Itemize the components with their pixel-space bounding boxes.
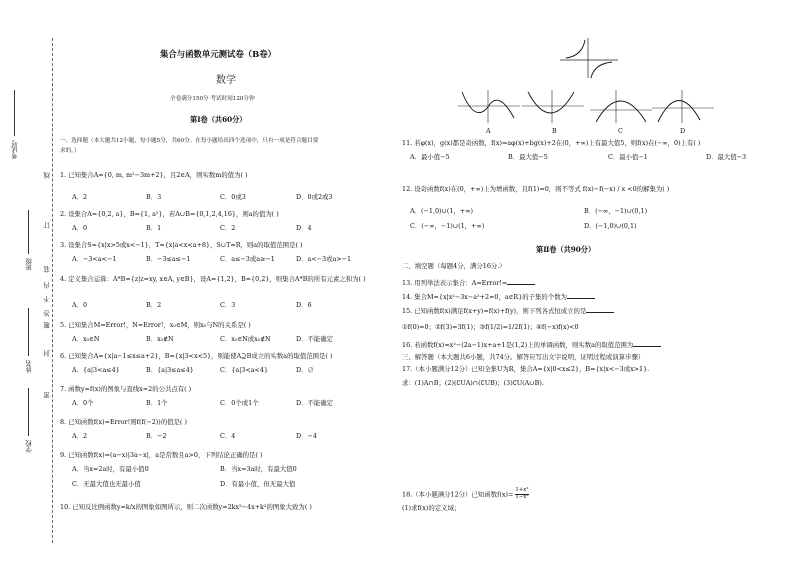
option[interactable]: B．−3≤a≤−1 (146, 255, 191, 263)
graph-label-c: C (618, 127, 623, 135)
name-label: 姓名 (25, 360, 33, 373)
question-15-options: ①f(0)=0；②f(3)=3f(1)；③f(1/2)=1/2f(1)；④f(−x)f(x)<0 (402, 323, 579, 331)
option[interactable]: D．有最小值，但无最大值 (220, 480, 296, 488)
question-stem: 1. 已知集合A={0, m, m²−3m+2}，且2∈A，则实数m的值为( ) (60, 171, 248, 179)
option[interactable]: D．最大值−3 (706, 153, 747, 161)
seal-char: 内 (43, 282, 51, 289)
option[interactable]: C．(−∞，−1)∪(1，+∞) (410, 222, 485, 230)
option[interactable]: D．(−1,0)∪(0,1) (584, 222, 637, 230)
question-16: 16. 若函数f(x)=x²−(2a−1)x+a+1是(1,2)上的单调函数，则实数a的取值范围为 (402, 340, 661, 348)
question-17-ask: 求：(1)A∩B；(2)(∁UA)∩(∁UB)；(3)∁U(A∪B). (402, 379, 544, 387)
option[interactable]: B．1个 (146, 399, 168, 407)
paper-title: 集合与函数单元测试卷（B卷） (160, 49, 276, 59)
graph-option-a (458, 90, 522, 124)
question-15: 15. 已知函数f(x)满足f(x+y)=f(x)+f(y)，则下列各式恒成立的是 (402, 306, 614, 314)
school-field[interactable] (28, 388, 29, 436)
part2-heading: 第Ⅱ卷（共90分） (536, 245, 596, 254)
option[interactable]: C．{a|3<a<4} (220, 366, 269, 374)
option[interactable]: A．−3<a<−1 (72, 255, 117, 263)
option[interactable]: B．最大值−5 (508, 153, 548, 161)
fraction: $\frac{\text{1+x²}}{\text{1−x²}}$ (515, 487, 529, 500)
seal-char: 线 (43, 172, 51, 179)
option[interactable]: B．3 (146, 193, 162, 201)
option[interactable]: B．{a|3≤a≤4} (146, 366, 194, 374)
question-18: 18.（本小题满分12分）已知函数f(x)= $\frac{\text{1+x²}}{\text{1−x²}}$ (402, 487, 529, 500)
exam-number-label: 考试号 (11, 140, 19, 160)
exam-number-field[interactable] (14, 90, 15, 136)
exam-info: 全卷满分150分 考试时间120分钟 (170, 96, 255, 102)
fill-section-heading: 二、填空题（每题4分，满分16分.） (402, 262, 506, 270)
option[interactable]: C．3 (220, 301, 236, 309)
option[interactable]: A．{a|3<a≤4} (72, 366, 120, 374)
question-stem: 11. 若φ(x)，g(x)都是奇函数，f(x)=aφ(x)+bg(x)+2在(0，+∞)上有最大值5，则f(x)在(−∞，0)上有( ) (402, 139, 701, 147)
option[interactable]: B．(−∞，−1)∪(0,1) (584, 207, 648, 215)
option[interactable]: B．−2 (146, 432, 167, 440)
question-14: 14. 集合M={x|x²−3x−a²+2=0，a∈R}的子集的个数为 (402, 292, 595, 300)
option[interactable]: B．2 (146, 301, 162, 309)
solve-section-heading: 三、解答题（本大题共6小题，共74分。解答应写出文字说明，证明过程或演算步骤） (402, 353, 645, 361)
graph-option-b (522, 90, 586, 124)
name-field[interactable] (28, 308, 29, 356)
part1-instructions-2: 求的。） (60, 148, 80, 154)
option[interactable]: C．4 (220, 432, 236, 440)
question-stem: 6. 已知集合A={x|a−1≤x≤a+2}，B={x|3<x<5}，则能使A⊇B成立的实数a的取值范围是( ) (60, 352, 333, 360)
option[interactable]: A．0 (72, 224, 88, 232)
graph-option-c (590, 90, 654, 124)
seal-char: 不 (43, 296, 51, 303)
question-stem: 12. 设奇函数f(x)在(0，+∞)上为增函数，且f(1)=0，则不等式 f(x)−f(−x) / x <0的解集为( ) (402, 185, 670, 193)
graph-label-b: B (552, 127, 557, 135)
seal-char: 封 (43, 350, 51, 357)
option[interactable]: C．无最大值也无最小值 (72, 480, 141, 488)
option[interactable]: C．0个或1个 (220, 399, 259, 407)
question-stem: 3. 设集合S={x|x>5或x<−1}，T={x|a<x<a+8}，S∪T=R，则a的取值范围是( ) (60, 241, 303, 249)
option[interactable]: D．−4 (296, 432, 317, 440)
question-stem: 4. 定义集合运算：A*B={z|z=xy, x∈A, y∈B}，设A={1,2}，B={0,2}，则集合A*B的所有元素之和为( ) (60, 275, 366, 283)
seal-char: 装 (43, 266, 51, 273)
option[interactable]: A．2 (72, 193, 88, 201)
binding-line (52, 38, 53, 543)
question-stem: 7. 函数y=f(x)的图象与直线x=2的公共点有( ) (60, 385, 192, 393)
option[interactable]: A．x₀∈N (72, 335, 100, 343)
option[interactable]: C．x₀∈N或x₀∉N (220, 335, 271, 343)
graph-option-d (652, 90, 716, 124)
option[interactable]: D．6 (296, 301, 312, 309)
question-stem: 8. 已知函数f(x)=Error!则f(f(−2))的值是( ) (60, 418, 187, 426)
option[interactable]: A．当x=2a时，有最小值0 (72, 465, 149, 473)
option[interactable]: B．1 (146, 224, 162, 232)
question-stem: 9. 已知函数f(x)=(a−x)|3a−x|，a是常数且a>0，下列结论正确的是( ) (60, 451, 263, 459)
question-13: 13. 用列举法表示集合：A=Error!= (402, 278, 535, 286)
option[interactable]: D．a<−3或a>−1 (296, 255, 352, 263)
option[interactable]: B．x₀∉N (146, 335, 174, 343)
inverse-function-graph (560, 36, 620, 80)
answer-blank[interactable] (586, 306, 614, 313)
answer-blank[interactable] (633, 340, 661, 347)
option[interactable]: D．4 (296, 224, 312, 232)
answer-blank[interactable] (507, 278, 535, 285)
option[interactable]: D．∅ (296, 366, 314, 374)
question-17: 17.（本小题满分12分）已知全集U为R，集合A={x|0<x≤2}，B={x|x<−3或x>1}. (402, 365, 650, 373)
seal-char: 题 (43, 322, 51, 329)
question-18-ask: (1)求f(x)的定义域； (402, 504, 461, 512)
class-label: 班级 (25, 258, 33, 271)
part1-instructions-1: 一、选择题（本大题共12小题，每小题5分，共60分。在每小题给出四个选项中，只有一项是符合题目要 (60, 138, 319, 144)
option[interactable]: A．0 (72, 301, 88, 309)
option[interactable]: D．不能确定 (296, 335, 334, 343)
answer-blank[interactable] (567, 292, 595, 299)
seal-char: 密 (43, 392, 51, 399)
option[interactable]: A．2 (72, 432, 88, 440)
school-label: 学校 (25, 440, 33, 453)
option[interactable]: A．0个 (72, 399, 94, 407)
question-stem: 10. 已知反比例函数y=k/x的图象如图所示，则二次函数y=2kx²−4x+k²的图象大致为( ) (60, 503, 312, 511)
option[interactable]: D．不能确定 (296, 399, 334, 407)
option[interactable]: B．当x=3a时，有最大值0 (220, 465, 297, 473)
option[interactable]: C．0或3 (220, 193, 246, 201)
option[interactable]: C．2 (220, 224, 236, 232)
part1-heading: 第Ⅰ卷（共60分） (190, 115, 247, 124)
class-field[interactable] (28, 210, 29, 254)
graph-label-d: D (680, 127, 686, 135)
seal-char: 订 (43, 222, 51, 229)
seal-char: 答 (43, 310, 51, 317)
subject-title: 数学 (216, 75, 236, 86)
option[interactable]: A．最小值−5 (410, 153, 450, 161)
option[interactable]: A．(−1,0)∪(1，+∞) (410, 207, 473, 215)
question-stem: 2. 设集合A={0,2, a}，B={1, a²}，若A∪B={0,1,2,4,16}，则a的值为( ) (60, 210, 279, 218)
option[interactable]: C．最小值−1 (608, 153, 648, 161)
question-stem: 5. 已知集合M=Error!，N=Error!，x₀∈M，则x₀与N的关系是( ) (60, 321, 251, 329)
option[interactable]: D．0或2或3 (296, 193, 333, 201)
option[interactable]: C．a≤−3或a≥−1 (220, 255, 275, 263)
graph-label-a: A (486, 127, 491, 135)
